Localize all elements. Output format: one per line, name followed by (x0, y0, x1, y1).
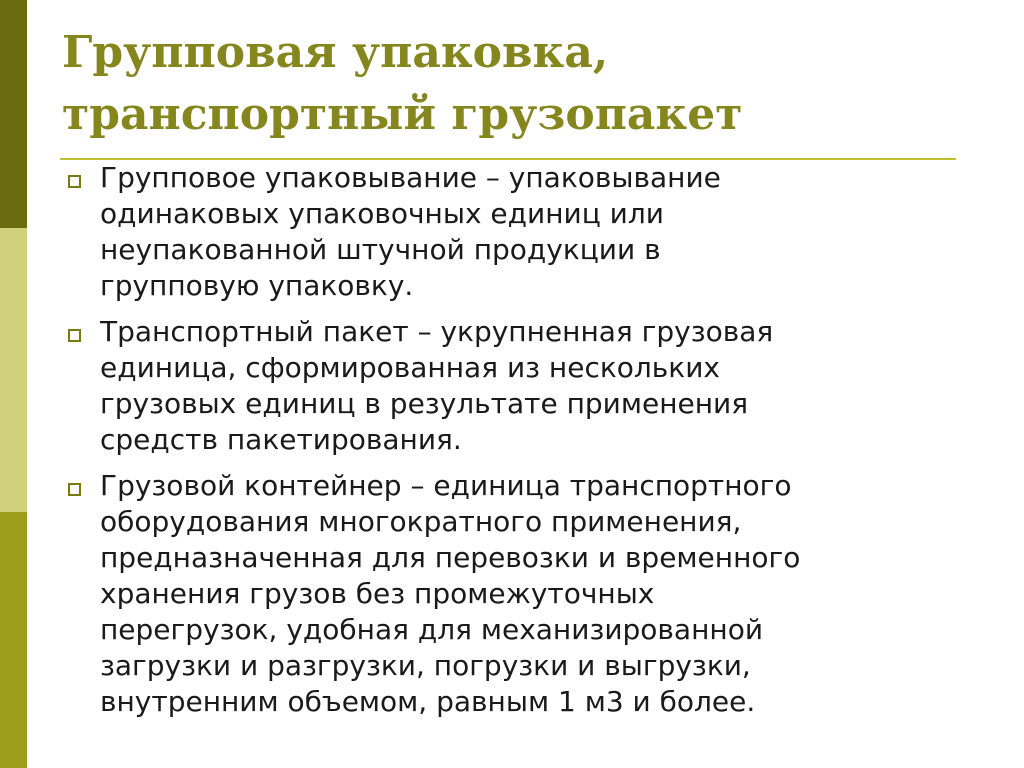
bullet-line: оборудования многократного применения, (100, 505, 742, 538)
hollow-square-bullet-icon (68, 483, 81, 496)
bullet-line: групповую упаковку. (100, 269, 414, 302)
bullet-line: Транспортный пакет – укрупненная грузовая (100, 315, 774, 348)
bullet-item-transport-package (62, 314, 962, 458)
bullet-line: неупакованной штучной продукции в (100, 233, 661, 266)
bullet-line: Грузовой контейнер – единица транспортного (100, 469, 792, 502)
bullet-line: предназначенная для перевозки и временного (100, 541, 801, 574)
hollow-square-bullet-icon (68, 175, 81, 188)
title-line: транспортный грузопакет (62, 89, 743, 140)
side-band-top (0, 0, 27, 228)
bullet-text (100, 160, 962, 304)
bullet-item-cargo-container (62, 468, 962, 720)
bullet-line: загрузки и разгрузки, погрузки и выгрузки, (100, 649, 751, 682)
slide-title (62, 22, 962, 146)
bullet-line: грузовых единиц в результате применения (100, 387, 749, 420)
bullet-line: внутренним объемом, равным 1 м3 и более. (100, 685, 756, 718)
bullet-line: перегрузок, удобная для механизированной (100, 613, 764, 646)
bullet-line: хранения грузов без промежуточных (100, 577, 655, 610)
side-band-middle (0, 228, 27, 512)
bullet-line: Групповое упаковывание – упаковывание (100, 161, 721, 194)
title-line: Групповая упаковка, (62, 27, 609, 78)
bullet-item-group-packing (62, 160, 962, 304)
bullet-line: средств пакетирования. (100, 423, 462, 456)
bullet-line: единица, сформированная из нескольких (100, 351, 720, 384)
side-band-bottom (0, 512, 27, 768)
bullet-text (100, 468, 962, 720)
bullet-line: одинаковых упаковочных единиц или (100, 197, 664, 230)
bullet-list (62, 160, 962, 730)
bullet-text (100, 314, 962, 458)
hollow-square-bullet-icon (68, 329, 81, 342)
